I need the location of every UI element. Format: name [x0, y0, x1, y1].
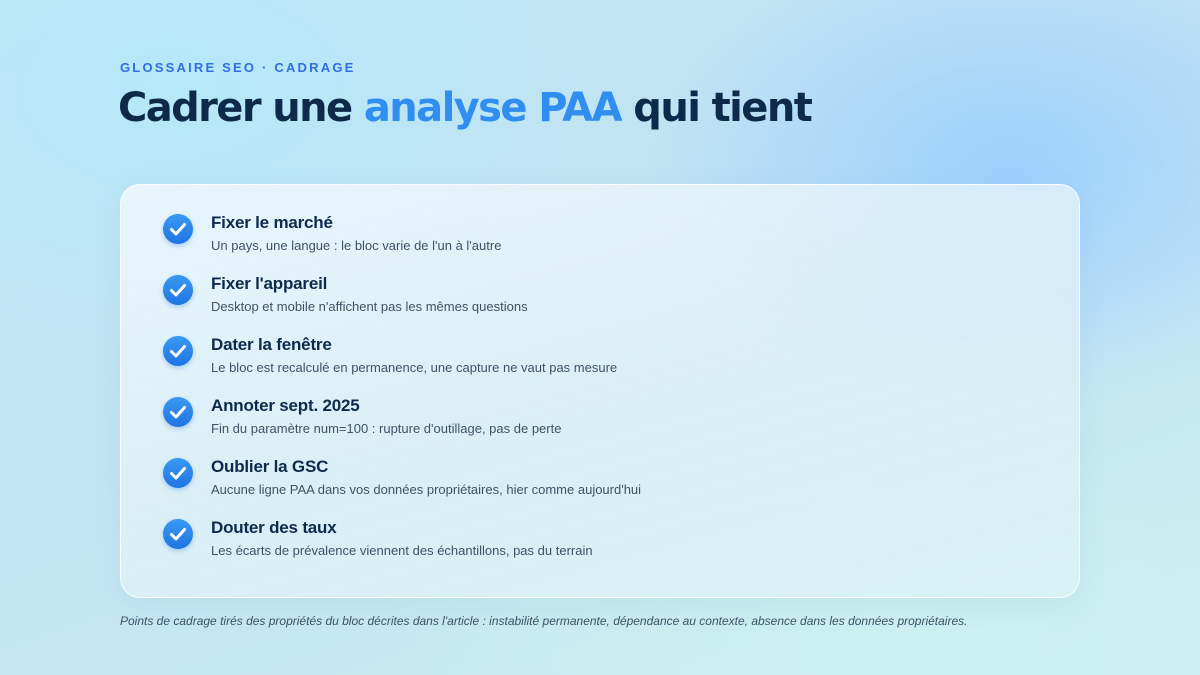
check-circle-icon	[163, 519, 193, 549]
checklist-card	[120, 184, 1080, 598]
checklist-item-title: Oublier la GSC	[211, 457, 329, 476]
check-circle-icon	[163, 275, 193, 305]
checklist-item	[163, 213, 1023, 265]
page-title	[118, 82, 811, 134]
checklist-item	[163, 274, 1023, 326]
checklist-item-title: Annoter sept. 2025	[211, 396, 360, 415]
checklist-item-description: Un pays, une langue : le bloc varie de l'un à l'autre	[211, 238, 502, 253]
checklist-item	[163, 518, 1023, 570]
checklist-item-description: Les écarts de prévalence viennent des échantillons, pas du terrain	[211, 543, 593, 558]
check-circle-icon	[163, 336, 193, 366]
check-circle-icon	[163, 458, 193, 488]
checklist-item-title: Fixer l'appareil	[211, 274, 328, 293]
checklist-item	[163, 396, 1023, 448]
checklist-item-description: Le bloc est recalculé en permanence, une capture ne vaut pas mesure	[211, 360, 618, 375]
checklist-item	[163, 457, 1023, 509]
title-part-2: qui tient	[620, 85, 812, 131]
checklist-item-description: Desktop et mobile n'affichent pas les mêmes questions	[211, 299, 528, 314]
checklist-item-description: Fin du paramètre num=100 : rupture d'outillage, pas de perte	[211, 421, 562, 436]
checklist-item-title: Douter des taux	[211, 518, 337, 537]
checklist-item-title: Fixer le marché	[211, 213, 333, 232]
check-circle-icon	[163, 214, 193, 244]
title-accent: analyse PAA	[363, 85, 621, 131]
checklist-item	[163, 335, 1023, 387]
footnote: Points de cadrage tirés des propriétés du bloc décrites dans l'article : instabilité permanente, dépendance au contexte, absence dans les données propriétaires.	[120, 614, 968, 628]
check-circle-icon	[163, 397, 193, 427]
eyebrow-label: GLOSSAIRE SEO · CADRAGE	[120, 60, 356, 75]
checklist-item-description: Aucune ligne PAA dans vos données propriétaires, hier comme aujourd'hui	[211, 482, 642, 497]
title-part-1: Cadrer une	[118, 85, 364, 131]
checklist-item-title: Dater la fenêtre	[211, 335, 332, 354]
